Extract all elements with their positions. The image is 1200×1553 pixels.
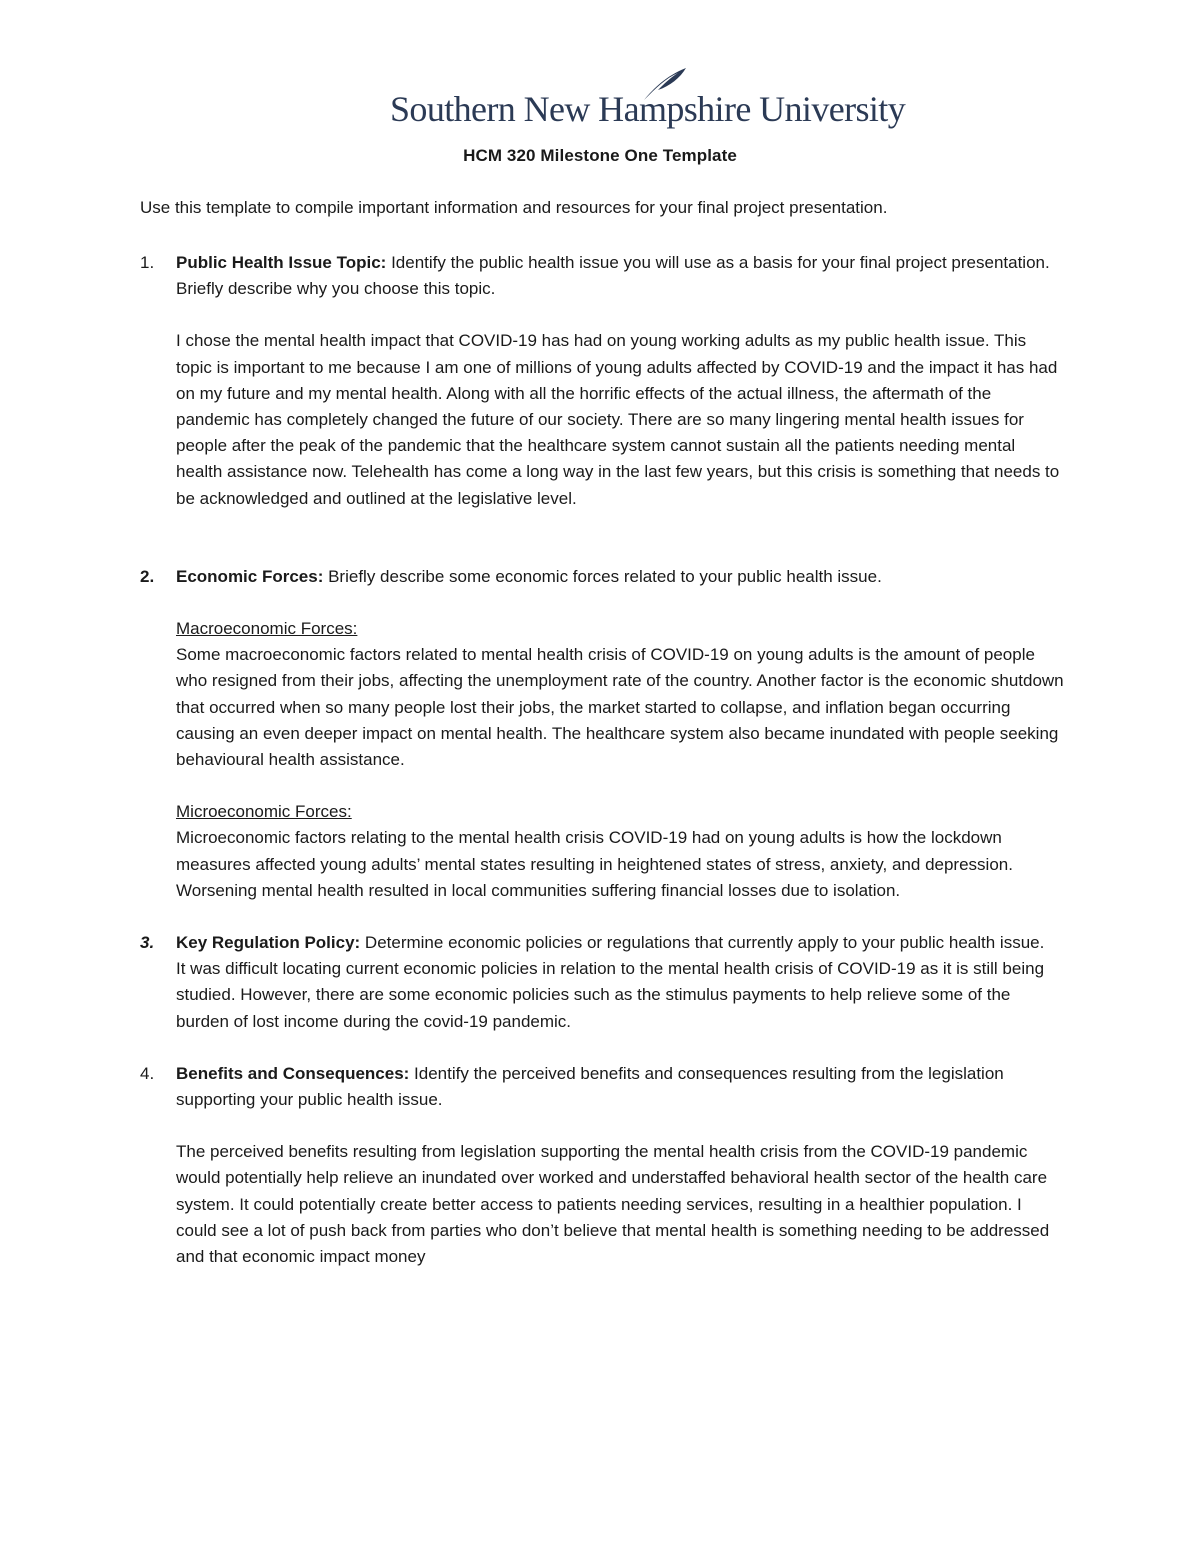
- section-number: 1.: [140, 253, 155, 272]
- section-prompt-text: Identify the perceived benefits and consequences resulting from the legislation supporting your public health issue.: [176, 1063, 1004, 1110]
- section-heading: Economic Forces:: [176, 566, 324, 586]
- section-prompt: [176, 564, 1066, 590]
- section-prompt: [176, 930, 1066, 956]
- section-number: 2.: [140, 566, 155, 586]
- section-heading: Benefits and Consequences:: [176, 1063, 410, 1083]
- page-title: HCM 320 Milestone One Template: [463, 146, 737, 165]
- section-prompt: [176, 1061, 1066, 1113]
- section-prompt-text: Briefly describe some economic forces related to your public health issue.: [323, 566, 882, 586]
- section-heading: Key Regulation Policy:: [176, 933, 361, 953]
- section-number: 3.: [140, 933, 155, 953]
- section-prompt-text: Identify the public health issue you will use as a basis for your final project presentation. Briefly describe why you choose this topic.: [176, 253, 1050, 299]
- section-benefits-consequences: [140, 1061, 1066, 1270]
- section-answer: It was difficult locating current economic policies in relation to the mental health crisis of COVID-19 as it is still being studied. However, there are some economic policies such as the stimulus payments to help relieve some of the burden of lost income during the covid-19 pandemic.: [176, 959, 1045, 1031]
- section-economic-forces: [140, 564, 1066, 904]
- section-answer: I chose the mental health impact that COVID-19 has had on young working adults as my public health issue. This topic is important to me because I am one of millions of young adults affected by COVID-19 and the impact it has had on my future and my mental health. Along with all the horrific effects of the actual illness, the aftermath of the pandemic has completely changed the future of our society. There are so many lingering mental health issues for people after the peak of the pandemic that the healthcare system cannot sustain all the patients needing mental health assistance now. Telehealth has come a long way in the last few years, but this crisis is something that needs to be acknowledged and outlined at the legislative level.: [176, 331, 1060, 508]
- section-key-regulation-policy: [140, 930, 1066, 1035]
- section-number: 4.: [140, 1063, 155, 1083]
- macro-heading: Macroeconomic Forces:: [176, 619, 358, 639]
- micro-heading: Microeconomic Forces:: [176, 802, 352, 822]
- intro-text: Use this template to compile important information and resources for your final project presentation.: [140, 198, 888, 217]
- micro-answer: Microeconomic factors relating to the mental health crisis COVID-19 had on young adults is how the lockdown measures affected young adults’ mental states resulting in heightened states of stress, anxiety, and depression. Worsening mental health resulted in local communities suffering financial losses due to isolation.: [176, 828, 1013, 900]
- university-logo: [390, 66, 906, 138]
- logo-wordmark: Southern New Hampshire University: [390, 89, 906, 129]
- document-body: [140, 250, 1066, 1270]
- section-prompt: [176, 250, 1066, 302]
- section-public-health-issue: [140, 250, 1066, 512]
- section-answer: The perceived benefits resulting from legislation supporting the mental health crisis from the COVID-19 pandemic would potentially help relieve an inundated over worked and understaffed behavioral health sector of the health care system. It could potentially create better access to patients needing services, resulting in a healthier population. I could see a lot of push back from parties who don’t believe that mental health is something needing to be addressed and that economic impact money: [176, 1142, 1050, 1267]
- section-prompt-text: Determine economic policies or regulations that currently apply to your public health issue.: [360, 933, 1045, 953]
- section-heading: Public Health Issue Topic:: [176, 253, 387, 272]
- macro-answer: Some macroeconomic factors related to mental health crisis of COVID-19 on young adults is the amount of people who resigned from their jobs, affecting the unemployment rate of the country. Another factor is the economic shutdown that occurred when so many people lost their jobs, the market started to collapse, and inflation began occurring causing an even deeper impact on mental health. The healthcare system also became inundated with people seeking behavioural health assistance.: [176, 645, 1064, 770]
